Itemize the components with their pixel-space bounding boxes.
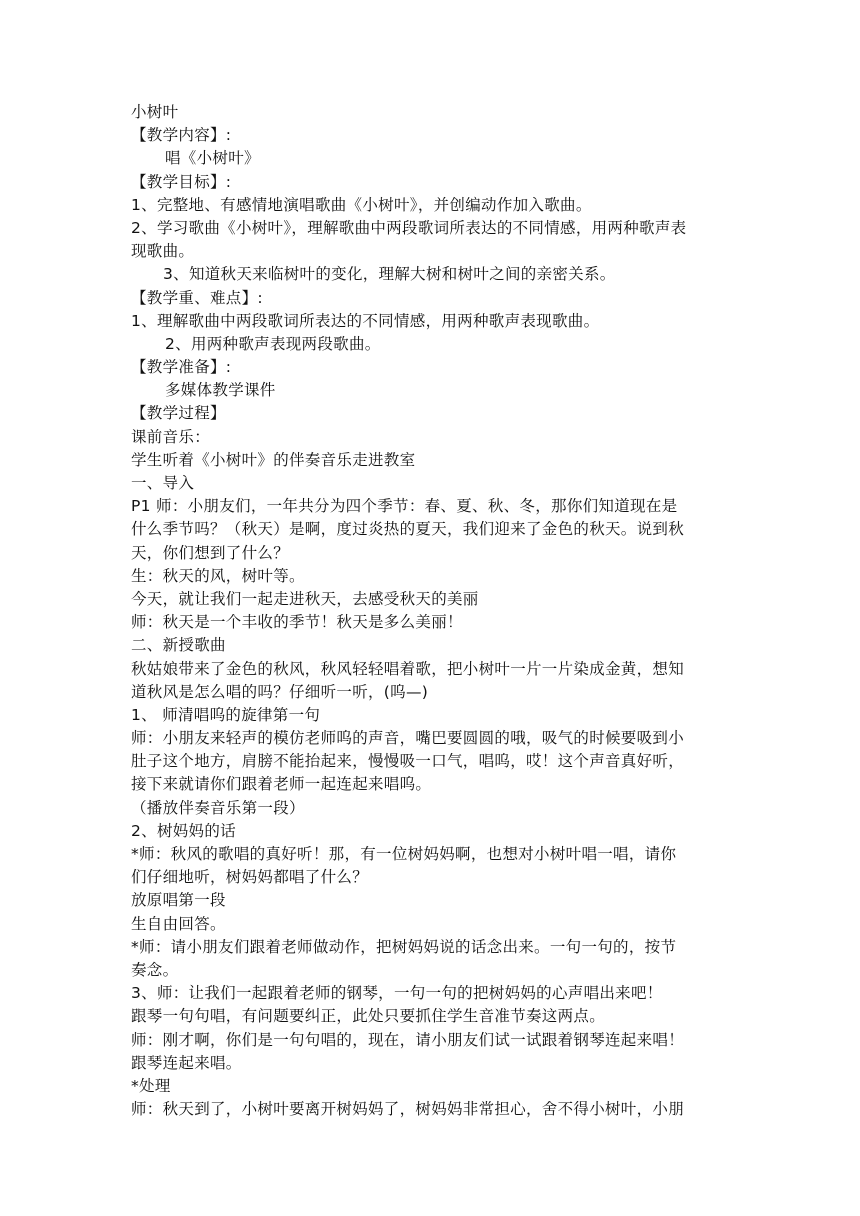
text-line: 课前音乐：	[131, 427, 211, 446]
text-line: 师：秋天是一个丰收的季节！秋天是多么美丽！	[131, 613, 463, 632]
text-line: 2、树妈妈的话	[131, 821, 236, 840]
text-line: 师：刚才啊，你们是一句句唱的，现在，请小朋友们试一试跟着钢琴连起来唱！	[131, 1030, 685, 1049]
text-line: 现歌曲。	[131, 242, 195, 261]
text-line: 道秋风是怎么唱的吗？仔细听一听，(呜—)	[131, 682, 429, 701]
text-line: 肚子这个地方，肩膀不能抬起来，慢慢吸一口气，唱呜，哎！这个声音真好听，	[131, 752, 685, 771]
text-line: *师：秋风的歌唱的真好听！那，有一位树妈妈啊，也想对小树叶唱一唱，请你	[131, 845, 677, 863]
text-line: 学生听着《小树叶》的伴奏音乐走进教室	[131, 450, 416, 469]
text-line: 们仔细地听，树妈妈都唱了什么？	[131, 868, 369, 887]
document-page	[131, 101, 741, 1121]
text-line: 放原唱第一段	[131, 891, 226, 910]
doc-title: 小树叶	[131, 103, 179, 121]
text-line: 秋姑娘带来了金色的秋风，秋风轻轻唱着歌，把小树叶一片一片染成金黄，想知	[131, 659, 685, 678]
text-line: 跟琴连起来唱。	[131, 1053, 242, 1072]
section-heading-key-points: 【教学重、难点】:	[131, 288, 263, 307]
text-line: 2、用两种歌声表现两段歌曲。	[165, 334, 381, 353]
subsection-heading: 二、新授歌曲	[131, 636, 226, 655]
text-line: 天，你们想到了什么？	[131, 543, 290, 562]
text-line: 生：秋天的风，树叶等。	[131, 566, 305, 585]
text-line: 奏念。	[131, 960, 179, 979]
text-line: 1、完整地、有感情地演唱歌曲《小树叶》，并创编动作加入歌曲。	[131, 195, 592, 214]
text-line: （播放伴奏音乐第一段）	[131, 798, 305, 817]
text-line: P1 师：小朋友们，一年共分为四个季节：春、夏、秋、冬，那你们知道现在是	[131, 497, 678, 516]
text-line: *师：请小朋友们跟着老师做动作，把树妈妈说的话念出来。一句一句的，按节	[131, 937, 677, 956]
text-line: 生自由回答。	[131, 914, 226, 933]
text-line: 3、知道秋天来临树叶的变化，理解大树和树叶之间的亲密关系。	[163, 265, 616, 284]
text-line: 今天，就让我们一起走进秋天，去感受秋天的美丽	[131, 589, 479, 608]
section-heading-preparation: 【教学准备】:	[131, 358, 232, 377]
text-line: 3、师：让我们一起跟着老师的钢琴，一句一句的把树妈妈的心声唱出来吧！	[131, 984, 663, 1003]
subsection-heading: 一、导入	[131, 474, 195, 492]
text-line: *处理	[131, 1076, 171, 1095]
text-line: 多媒体教学课件	[165, 381, 276, 400]
text-line: 师：小朋友来轻声的模仿老师呜的声音，嘴巴要圆圆的哦，吸气的时候要吸到小	[131, 729, 685, 748]
text-line: 唱《小树叶》	[165, 149, 260, 168]
text-line: 1、 师清唱呜的旋律第一句	[131, 705, 321, 724]
text-line: 跟琴一句句唱，有问题要纠正，此处只要抓住学生音准节奏这两点。	[131, 1007, 606, 1026]
text-line: 师：秋天到了，小树叶要离开树妈妈了，树妈妈非常担心，舍不得小树叶，小朋	[131, 1100, 685, 1119]
text-line: 2、学习歌曲《小树叶》，理解歌曲中两段歌词所表达的不同情感，用两种歌声表	[131, 218, 687, 237]
text-line: 什么季节吗？（秋天）是啊，度过炎热的夏天，我们迎来了金色的秋天。说到秋	[131, 520, 685, 539]
section-heading-goals: 【教学目标】:	[131, 172, 232, 191]
text-line: 接下来就请你们跟着老师一起连起来唱呜。	[131, 775, 432, 794]
section-heading-content: 【教学内容】:	[131, 126, 232, 145]
text-line: 1、理解歌曲中两段歌词所表达的不同情感，用两种歌声表现歌曲。	[131, 311, 600, 330]
section-heading-process: 【教学过程】	[131, 404, 226, 423]
